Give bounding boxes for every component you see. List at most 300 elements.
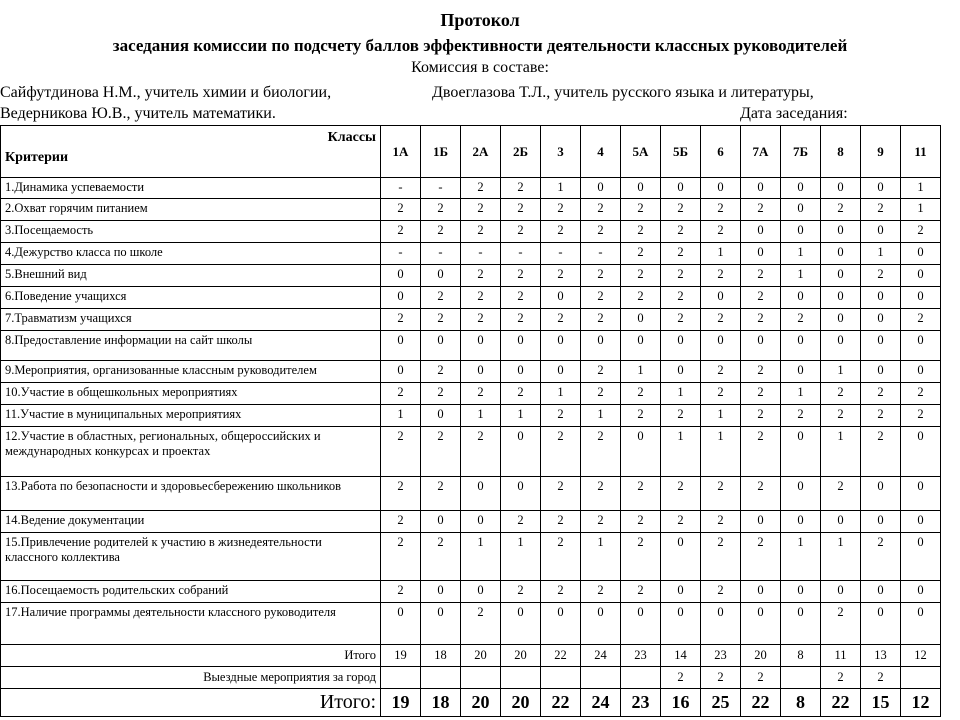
total-row-cell: 22: [741, 689, 781, 717]
score-cell: 0: [901, 603, 941, 645]
table-row: [1, 361, 941, 383]
score-cell: 2: [421, 427, 461, 477]
score-cell: 2: [621, 533, 661, 581]
score-cell: 2: [621, 581, 661, 603]
trips-row-cell: [621, 667, 661, 689]
score-cell: 0: [821, 309, 861, 331]
score-cell: 0: [501, 331, 541, 361]
score-cell: 0: [901, 287, 941, 309]
score-cell: 0: [621, 331, 661, 361]
table-row: [1, 477, 941, 511]
class-header: 9: [861, 126, 901, 178]
score-cell: 0: [781, 199, 821, 221]
total-row: [1, 689, 941, 717]
score-cell: 0: [861, 331, 901, 361]
score-cell: 2: [661, 265, 701, 287]
criterion-label: 7.Травматизм учащихся: [1, 309, 381, 331]
score-cell: 2: [461, 221, 501, 243]
score-cell: 2: [461, 265, 501, 287]
score-cell: 0: [621, 603, 661, 645]
score-cell: 0: [861, 603, 901, 645]
score-cell: 2: [741, 361, 781, 383]
score-cell: 0: [461, 511, 501, 533]
total-row-cell: 8: [781, 689, 821, 717]
score-cell: 2: [541, 427, 581, 477]
score-cell: 2: [541, 405, 581, 427]
score-cell: 2: [741, 533, 781, 581]
score-cell: 2: [701, 383, 741, 405]
score-cell: 0: [901, 265, 941, 287]
score-cell: -: [581, 243, 621, 265]
score-cell: 1: [781, 383, 821, 405]
score-cell: 0: [901, 511, 941, 533]
score-cell: 0: [421, 603, 461, 645]
score-cell: 2: [541, 477, 581, 511]
score-cell: 0: [861, 477, 901, 511]
doc-subtitle: заседания комиссии по подсчету баллов эффективности деятельности классных руководителей: [112, 36, 848, 55]
score-cell: 1: [661, 383, 701, 405]
score-cell: 0: [901, 427, 941, 477]
class-header: 3: [541, 126, 581, 178]
score-cell: 1: [861, 243, 901, 265]
subtotal-row-cell: 23: [621, 645, 661, 667]
score-cell: 0: [381, 331, 421, 361]
score-cell: 1: [821, 427, 861, 477]
trips-row-cell: 2: [821, 667, 861, 689]
total-row-cell: 22: [821, 689, 861, 717]
score-cell: 0: [581, 331, 621, 361]
score-cell: 2: [421, 477, 461, 511]
score-cell: 2: [861, 199, 901, 221]
score-cell: 0: [741, 221, 781, 243]
score-cell: 0: [541, 331, 581, 361]
score-cell: 0: [781, 581, 821, 603]
criterion-label: 9.Мероприятия, организованные классным руководителем: [1, 361, 381, 383]
criterion-label: 13.Работа по безопасности и здоровьесбережению школьников: [1, 477, 381, 511]
total-row-cell: 12: [901, 689, 941, 717]
member-3: Ведерникова Ю.В., учитель математики.: [0, 105, 276, 122]
score-cell: 1: [621, 361, 661, 383]
score-cell: 0: [781, 477, 821, 511]
score-cell: 2: [901, 383, 941, 405]
score-cell: 2: [861, 383, 901, 405]
score-cell: 0: [621, 178, 661, 199]
score-cell: 2: [381, 383, 421, 405]
criterion-label: 16.Посещаемость родительских собраний: [1, 581, 381, 603]
score-cell: 2: [581, 427, 621, 477]
score-cell: 1: [781, 243, 821, 265]
score-cell: 2: [741, 477, 781, 511]
subtotal-row-cell: 24: [581, 645, 621, 667]
score-cell: 2: [581, 309, 621, 331]
table-row: [1, 243, 941, 265]
score-cell: 2: [541, 533, 581, 581]
corner-cell: [1, 126, 381, 178]
subtotal-row-cell: 11: [821, 645, 861, 667]
score-cell: 2: [741, 309, 781, 331]
subtotal-row-cell: 13: [861, 645, 901, 667]
score-cell: 2: [821, 383, 861, 405]
score-cell: 2: [581, 199, 621, 221]
score-cell: 2: [381, 581, 421, 603]
score-cell: 0: [821, 265, 861, 287]
criterion-label: 10.Участие в общешкольных мероприятиях: [1, 383, 381, 405]
total-row-cell: 15: [861, 689, 901, 717]
score-cell: 0: [741, 178, 781, 199]
scores-table: [0, 125, 941, 717]
score-cell: 1: [781, 533, 821, 581]
total-row-cell: 24: [581, 689, 621, 717]
score-cell: 2: [381, 427, 421, 477]
score-cell: 2: [381, 477, 421, 511]
subtotal-row-cell: 19: [381, 645, 421, 667]
score-cell: 0: [541, 361, 581, 383]
score-cell: 2: [581, 221, 621, 243]
classes-label: Классы: [327, 129, 376, 145]
score-cell: 2: [581, 383, 621, 405]
subtotal-row-cell: 23: [701, 645, 741, 667]
trips-row: [1, 667, 941, 689]
subtotal-row-cell: 20: [501, 645, 541, 667]
trips-row-cell: 2: [701, 667, 741, 689]
score-cell: 2: [621, 477, 661, 511]
score-cell: 2: [621, 383, 661, 405]
score-cell: 0: [741, 581, 781, 603]
score-cell: 1: [701, 427, 741, 477]
criteria-label: Критерии: [5, 149, 69, 165]
criterion-label: 5.Внешний вид: [1, 265, 381, 287]
score-cell: 0: [501, 427, 541, 477]
score-cell: 2: [781, 405, 821, 427]
score-cell: 0: [821, 331, 861, 361]
subtotal-row-cell: 14: [661, 645, 701, 667]
score-cell: 2: [701, 221, 741, 243]
score-cell: 2: [701, 477, 741, 511]
table-row: [1, 511, 941, 533]
table-header-row: [1, 126, 941, 178]
score-cell: 0: [901, 243, 941, 265]
score-cell: 0: [661, 603, 701, 645]
score-cell: 0: [861, 511, 901, 533]
trips-row-cell: [781, 667, 821, 689]
commission-label: Комиссия в составе:: [411, 59, 549, 76]
score-cell: 0: [781, 331, 821, 361]
score-cell: 0: [821, 243, 861, 265]
score-cell: 2: [741, 287, 781, 309]
class-header: 1А: [381, 126, 421, 178]
score-cell: 1: [501, 405, 541, 427]
score-cell: 2: [741, 427, 781, 477]
class-header: 7Б: [781, 126, 821, 178]
trips-row-cell: [901, 667, 941, 689]
score-cell: 0: [781, 221, 821, 243]
score-cell: 2: [661, 511, 701, 533]
class-header: 11: [901, 126, 941, 178]
score-cell: 0: [461, 477, 501, 511]
table-row: [1, 533, 941, 581]
trips-row-cell: [421, 667, 461, 689]
score-cell: 0: [541, 603, 581, 645]
table-row: [1, 581, 941, 603]
table-row: [1, 309, 941, 331]
score-cell: 2: [381, 533, 421, 581]
score-cell: 0: [741, 603, 781, 645]
score-cell: 2: [661, 477, 701, 511]
class-header: 6: [701, 126, 741, 178]
total-row-cell: 20: [461, 689, 501, 717]
subtotal-row-cell: 18: [421, 645, 461, 667]
score-cell: 0: [821, 581, 861, 603]
score-cell: 2: [661, 405, 701, 427]
score-cell: 2: [501, 309, 541, 331]
score-cell: 0: [381, 603, 421, 645]
total-row-cell: 19: [381, 689, 421, 717]
table-row: [1, 427, 941, 477]
score-cell: 2: [701, 581, 741, 603]
score-cell: 2: [461, 287, 501, 309]
score-cell: 2: [661, 221, 701, 243]
score-cell: 0: [661, 361, 701, 383]
score-cell: 0: [381, 287, 421, 309]
class-header: 2Б: [501, 126, 541, 178]
score-cell: 2: [901, 309, 941, 331]
trips-row-cell: [581, 667, 621, 689]
score-cell: 2: [821, 477, 861, 511]
criterion-label: 2.Охват горячим питанием: [1, 199, 381, 221]
score-cell: 2: [541, 221, 581, 243]
score-cell: 0: [661, 178, 701, 199]
score-cell: 0: [661, 331, 701, 361]
criterion-label: 4.Дежурство класса по школе: [1, 243, 381, 265]
table-row: [1, 603, 941, 645]
total-row-cell: 23: [621, 689, 661, 717]
score-cell: -: [381, 243, 421, 265]
class-header: 2А: [461, 126, 501, 178]
subtotal-row-cell: 8: [781, 645, 821, 667]
table-row: [1, 178, 941, 199]
criterion-label: 15.Привлечение родителей к участию в жизнедеятельности классного коллектива: [1, 533, 381, 581]
score-cell: 2: [701, 265, 741, 287]
score-cell: 2: [581, 581, 621, 603]
score-cell: 0: [901, 477, 941, 511]
class-header: 4: [581, 126, 621, 178]
score-cell: 2: [741, 199, 781, 221]
score-cell: -: [421, 178, 461, 199]
score-cell: 2: [461, 603, 501, 645]
score-cell: 0: [901, 331, 941, 361]
score-cell: 2: [421, 309, 461, 331]
score-cell: 2: [621, 221, 661, 243]
class-header: 5А: [621, 126, 661, 178]
score-cell: 2: [741, 265, 781, 287]
score-cell: 0: [781, 178, 821, 199]
subtotal-row: [1, 645, 941, 667]
score-cell: 0: [421, 405, 461, 427]
score-cell: 0: [581, 178, 621, 199]
score-cell: 2: [541, 265, 581, 287]
trips-row-cell: [501, 667, 541, 689]
score-cell: 2: [701, 199, 741, 221]
score-cell: 2: [621, 511, 661, 533]
score-cell: 0: [781, 287, 821, 309]
score-cell: 2: [621, 243, 661, 265]
score-cell: 0: [741, 511, 781, 533]
subtotal-row-cell: 20: [741, 645, 781, 667]
score-cell: 2: [661, 287, 701, 309]
score-cell: 1: [781, 265, 821, 287]
score-cell: 0: [501, 361, 541, 383]
score-cell: 2: [861, 405, 901, 427]
score-cell: 2: [901, 405, 941, 427]
score-cell: 1: [541, 178, 581, 199]
score-cell: 0: [861, 309, 901, 331]
score-cell: 0: [701, 287, 741, 309]
score-cell: 2: [501, 199, 541, 221]
score-cell: 1: [581, 405, 621, 427]
score-cell: 2: [621, 287, 661, 309]
score-cell: 0: [821, 178, 861, 199]
score-cell: 0: [501, 477, 541, 511]
table-row: [1, 383, 941, 405]
total-row-label: Итого:: [1, 689, 381, 717]
score-cell: 2: [621, 405, 661, 427]
score-cell: 2: [861, 533, 901, 581]
total-row-cell: 16: [661, 689, 701, 717]
score-cell: 2: [821, 405, 861, 427]
score-cell: 2: [741, 383, 781, 405]
score-cell: 2: [701, 309, 741, 331]
table-row: [1, 221, 941, 243]
score-cell: 2: [461, 383, 501, 405]
score-cell: 0: [901, 581, 941, 603]
score-cell: -: [381, 178, 421, 199]
score-cell: 2: [421, 221, 461, 243]
score-cell: 1: [381, 405, 421, 427]
score-cell: 0: [381, 361, 421, 383]
score-cell: 1: [901, 199, 941, 221]
trips-row-cell: 2: [661, 667, 701, 689]
total-row-cell: 18: [421, 689, 461, 717]
score-cell: 1: [821, 361, 861, 383]
subtotal-row-cell: 20: [461, 645, 501, 667]
subtotal-row-cell: 12: [901, 645, 941, 667]
trips-row-cell: 2: [741, 667, 781, 689]
score-cell: 2: [661, 199, 701, 221]
score-cell: 0: [501, 603, 541, 645]
score-cell: -: [421, 243, 461, 265]
score-cell: 1: [461, 533, 501, 581]
score-cell: 2: [581, 287, 621, 309]
score-cell: 0: [741, 331, 781, 361]
score-cell: 2: [501, 265, 541, 287]
score-cell: 2: [661, 309, 701, 331]
class-header: 8: [821, 126, 861, 178]
score-cell: 0: [381, 265, 421, 287]
trips-row-label: Выездные мероприятия за город: [1, 667, 381, 689]
score-cell: 2: [501, 581, 541, 603]
score-cell: 2: [541, 309, 581, 331]
table-row: [1, 265, 941, 287]
score-cell: 0: [421, 265, 461, 287]
criterion-label: 12.Участие в областных, региональных, общероссийских и международных конкурсах и проектах: [1, 427, 381, 477]
score-cell: 2: [381, 309, 421, 331]
trips-row-cell: [541, 667, 581, 689]
score-cell: 1: [701, 243, 741, 265]
trips-row-cell: [381, 667, 421, 689]
score-cell: 2: [701, 511, 741, 533]
score-cell: 2: [381, 221, 421, 243]
score-cell: 0: [741, 243, 781, 265]
score-cell: 2: [861, 265, 901, 287]
score-cell: 2: [421, 383, 461, 405]
doc-title: Протокол: [440, 10, 520, 30]
score-cell: 0: [901, 361, 941, 383]
score-cell: 0: [821, 287, 861, 309]
score-cell: 1: [901, 178, 941, 199]
score-cell: 0: [661, 581, 701, 603]
score-cell: 2: [701, 361, 741, 383]
score-cell: 2: [901, 221, 941, 243]
score-cell: 2: [461, 199, 501, 221]
score-cell: 0: [821, 221, 861, 243]
score-cell: 2: [581, 265, 621, 287]
score-cell: 0: [621, 427, 661, 477]
score-cell: 2: [461, 309, 501, 331]
score-cell: 2: [701, 533, 741, 581]
score-cell: 0: [541, 287, 581, 309]
score-cell: 0: [861, 287, 901, 309]
criterion-label: 14.Ведение документации: [1, 511, 381, 533]
total-row-cell: 25: [701, 689, 741, 717]
score-cell: 2: [501, 511, 541, 533]
table-row: [1, 405, 941, 427]
score-cell: 2: [461, 427, 501, 477]
criterion-label: 1.Динамика успеваемости: [1, 178, 381, 199]
subtotal-row-label: Итого: [1, 645, 381, 667]
score-cell: 1: [701, 405, 741, 427]
score-cell: 2: [501, 178, 541, 199]
score-cell: 1: [661, 427, 701, 477]
table-row: [1, 199, 941, 221]
score-cell: -: [541, 243, 581, 265]
score-cell: 0: [621, 309, 661, 331]
score-cell: -: [501, 243, 541, 265]
score-cell: 0: [861, 178, 901, 199]
score-cell: 0: [781, 511, 821, 533]
total-row-cell: 20: [501, 689, 541, 717]
score-cell: 0: [701, 603, 741, 645]
score-cell: 2: [781, 309, 821, 331]
score-cell: 0: [421, 331, 461, 361]
score-cell: 2: [421, 533, 461, 581]
score-cell: -: [461, 243, 501, 265]
score-cell: 2: [501, 221, 541, 243]
score-cell: 2: [581, 361, 621, 383]
trips-row-cell: 2: [861, 667, 901, 689]
score-cell: 0: [861, 221, 901, 243]
score-cell: 2: [741, 405, 781, 427]
class-header: 1Б: [421, 126, 461, 178]
score-cell: 1: [461, 405, 501, 427]
score-cell: 2: [541, 511, 581, 533]
criterion-label: 17.Наличие программы деятельности классного руководителя: [1, 603, 381, 645]
score-cell: 1: [581, 533, 621, 581]
score-cell: 2: [581, 477, 621, 511]
class-header: 5Б: [661, 126, 701, 178]
score-cell: 0: [461, 581, 501, 603]
score-cell: 2: [421, 199, 461, 221]
score-cell: 2: [501, 287, 541, 309]
